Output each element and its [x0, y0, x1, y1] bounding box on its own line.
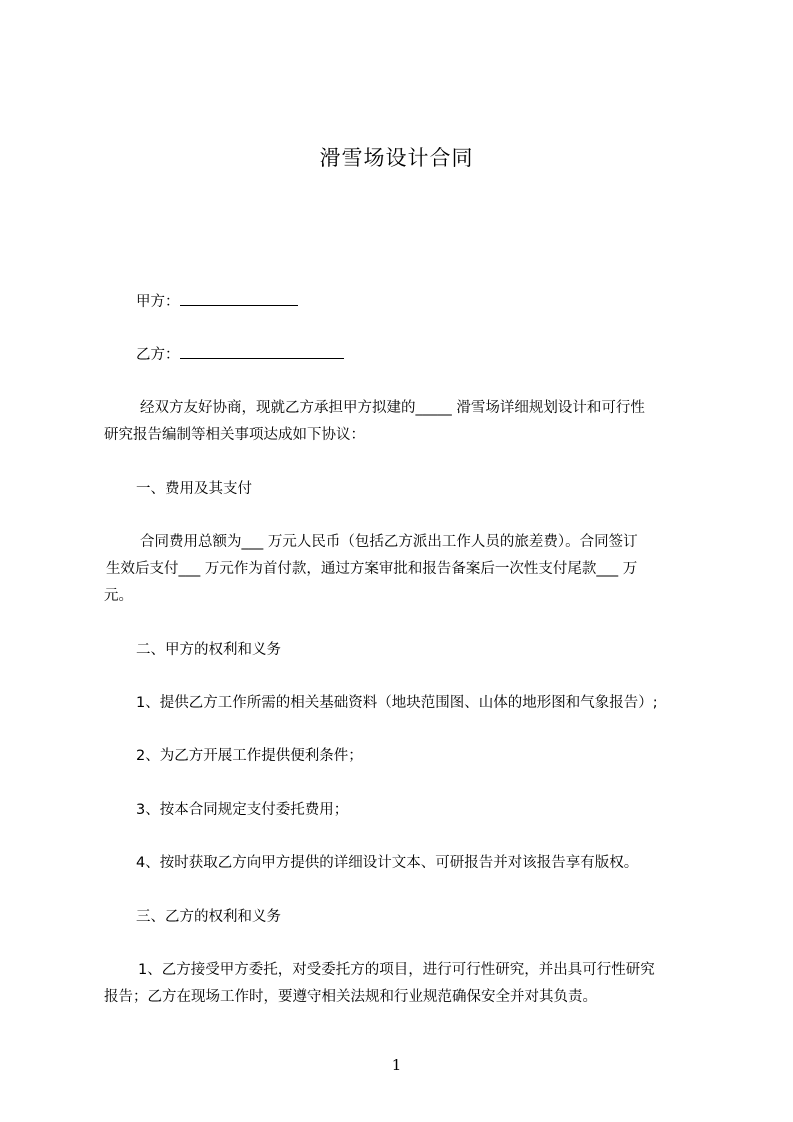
- fee-total-blank: ___: [241, 534, 264, 550]
- page-number: 1: [391, 1056, 402, 1074]
- fee-line-1: [140, 532, 638, 552]
- intro-line-2: 研究报告编制等相关事项达成如下协议：: [104, 427, 365, 443]
- fee2-text-a: 生效后支付: [106, 561, 179, 577]
- section-3-item-1-line-2: 报告；乙方在现场工作时，要遵守相关法规和行业规范确保安全并对其负责。: [104, 989, 597, 1005]
- section-2-item-4: 4、按时获取乙方向甲方提供的详细设计文本、可研报告并对该报告享有版权。: [136, 855, 639, 871]
- section-3-item-1-line-1: 1、乙方接受甲方委托，对受委托方的项目，进行可行性研究，并出具可行性研究: [138, 962, 655, 978]
- intro-blank: _____: [415, 400, 452, 416]
- section-3-title: 三、乙方的权利和义务: [136, 909, 281, 925]
- final-payment-blank: ___: [596, 561, 619, 577]
- intro-text-b: 滑雪场详细规划设计和可行性: [451, 400, 645, 416]
- section-2-item-2: 2、为乙方开展工作提供便利条件；: [136, 748, 363, 764]
- section-2-item-3: 3、按本合同规定支付委托费用；: [136, 802, 349, 818]
- section-1-title: 一、费用及其支付: [136, 481, 252, 497]
- party-b-line: [136, 344, 344, 365]
- fee-text-b: 万元人民币（包括乙方派出工作人员的旅差费）。合同签订: [263, 534, 638, 550]
- document-title: 滑雪场设计合同: [319, 146, 474, 170]
- party-b-label: 乙方：: [136, 347, 180, 363]
- fee-line-2: [106, 559, 637, 579]
- party-a-blank: [180, 291, 298, 306]
- fee-line-3: 元。: [104, 588, 133, 604]
- first-payment-blank: ___: [178, 561, 201, 577]
- party-a-label: 甲方：: [136, 294, 180, 310]
- section-2-title: 二、甲方的权利和义务: [136, 642, 281, 658]
- fee-text-a: 合同费用总额为: [140, 534, 242, 550]
- party-a-line: [136, 291, 298, 312]
- fee2-text-b: 万元作为首付款，通过方案审批和报告备案后一次性支付尾款: [200, 561, 597, 577]
- intro-line-1: [140, 398, 645, 418]
- intro-text-a: 经双方友好协商，现就乙方承担甲方拟建的: [140, 400, 416, 416]
- section-2-item-1: 1、提供乙方工作所需的相关基础资料（地块范围图、山体的地形图和气象报告）;: [136, 695, 658, 711]
- party-b-blank: [180, 344, 344, 359]
- fee2-text-c: 万: [618, 561, 638, 577]
